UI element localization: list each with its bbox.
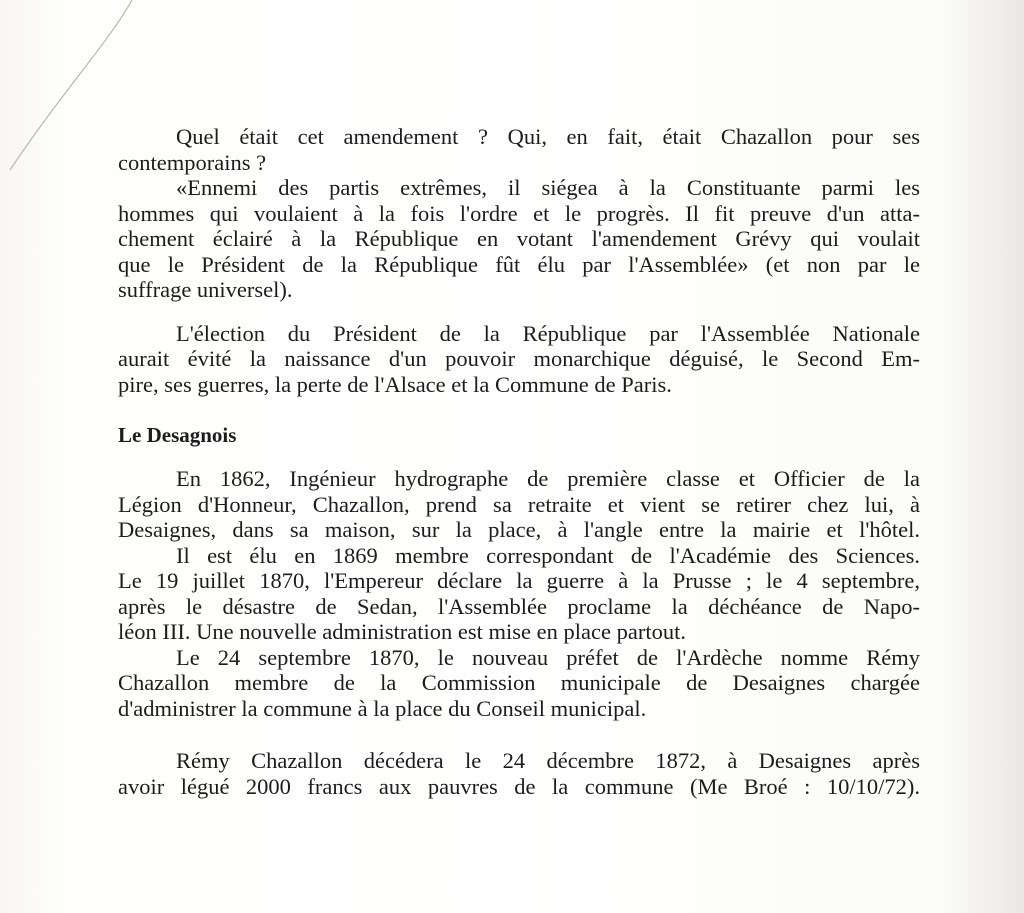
section-heading: Le Desagnois	[118, 423, 237, 447]
text-line: d'administrer la commune à la place du Conseil municipal.	[118, 695, 647, 721]
text-line: Le 24 septembre 1870, le nouveau préfet de l'Ardèche nomme Rémy	[176, 644, 920, 670]
text-line: chement éclairé à la République en votant l'amendement Grévy qui voulait	[118, 226, 920, 251]
section-deces	[118, 748, 920, 799]
text-line: En 1862, Ingénieur hydrographe de première classe et Officier de la	[176, 466, 920, 491]
text-line: «Ennemi des partis extrêmes, il siégea à la Constituante parmi les	[176, 175, 920, 200]
text-line: L'élection du Président de la République par l'Assemblée Nationale	[176, 320, 920, 346]
section-desagnois	[118, 466, 920, 721]
text-line: Quel était cet amendement ? Qui, en fait, était Chazallon pour ses	[176, 124, 920, 149]
text-line: que le Président de la République fût élu par l'Assemblée» (et non par le	[118, 251, 920, 277]
text-line: contemporains ?	[118, 149, 267, 175]
text-line: Desaignes, dans sa maison, sur la place, à l'angle entre la mairie et l'hôtel.	[118, 517, 920, 542]
text-line: Chazallon membre de la Commission municipale de Desaignes chargée	[118, 670, 920, 695]
text-line: avoir légué 2000 francs aux pauvres de la commune (Me Broé : 10/10/72).	[118, 773, 920, 799]
text-line: suffrage universel).	[118, 277, 293, 302]
text-line: aurait évité la naissance d'un pouvoir monarchique déguisé, le Second Em-	[118, 346, 920, 371]
text-line: Légion d'Honneur, Chazallon, prend sa retraite et vient se retirer chez lui, à	[118, 491, 920, 517]
text-line: Il est élu en 1869 membre correspondant de l'Académie des Sciences.	[176, 542, 920, 568]
text-line: pire, ses guerres, la perte de l'Alsace et la Commune de Paris.	[118, 371, 672, 397]
text-line: Le 19 juillet 1870, l'Empereur déclare la guerre à la Prusse ; le 4 septembre,	[118, 568, 920, 593]
text-line: hommes qui voulaient à la fois l'ordre et le progrès. Il fit preuve d'un atta-	[118, 200, 920, 226]
text-line: après le désastre de Sedan, l'Assemblée proclame la déchéance de Napo-	[118, 593, 920, 619]
text-line: léon III. Une nouvelle administration est mise en place partout.	[118, 619, 686, 644]
text-line: Rémy Chazallon décédera le 24 décembre 1872, à Desaignes après	[176, 748, 920, 773]
section-amendement	[118, 124, 920, 397]
